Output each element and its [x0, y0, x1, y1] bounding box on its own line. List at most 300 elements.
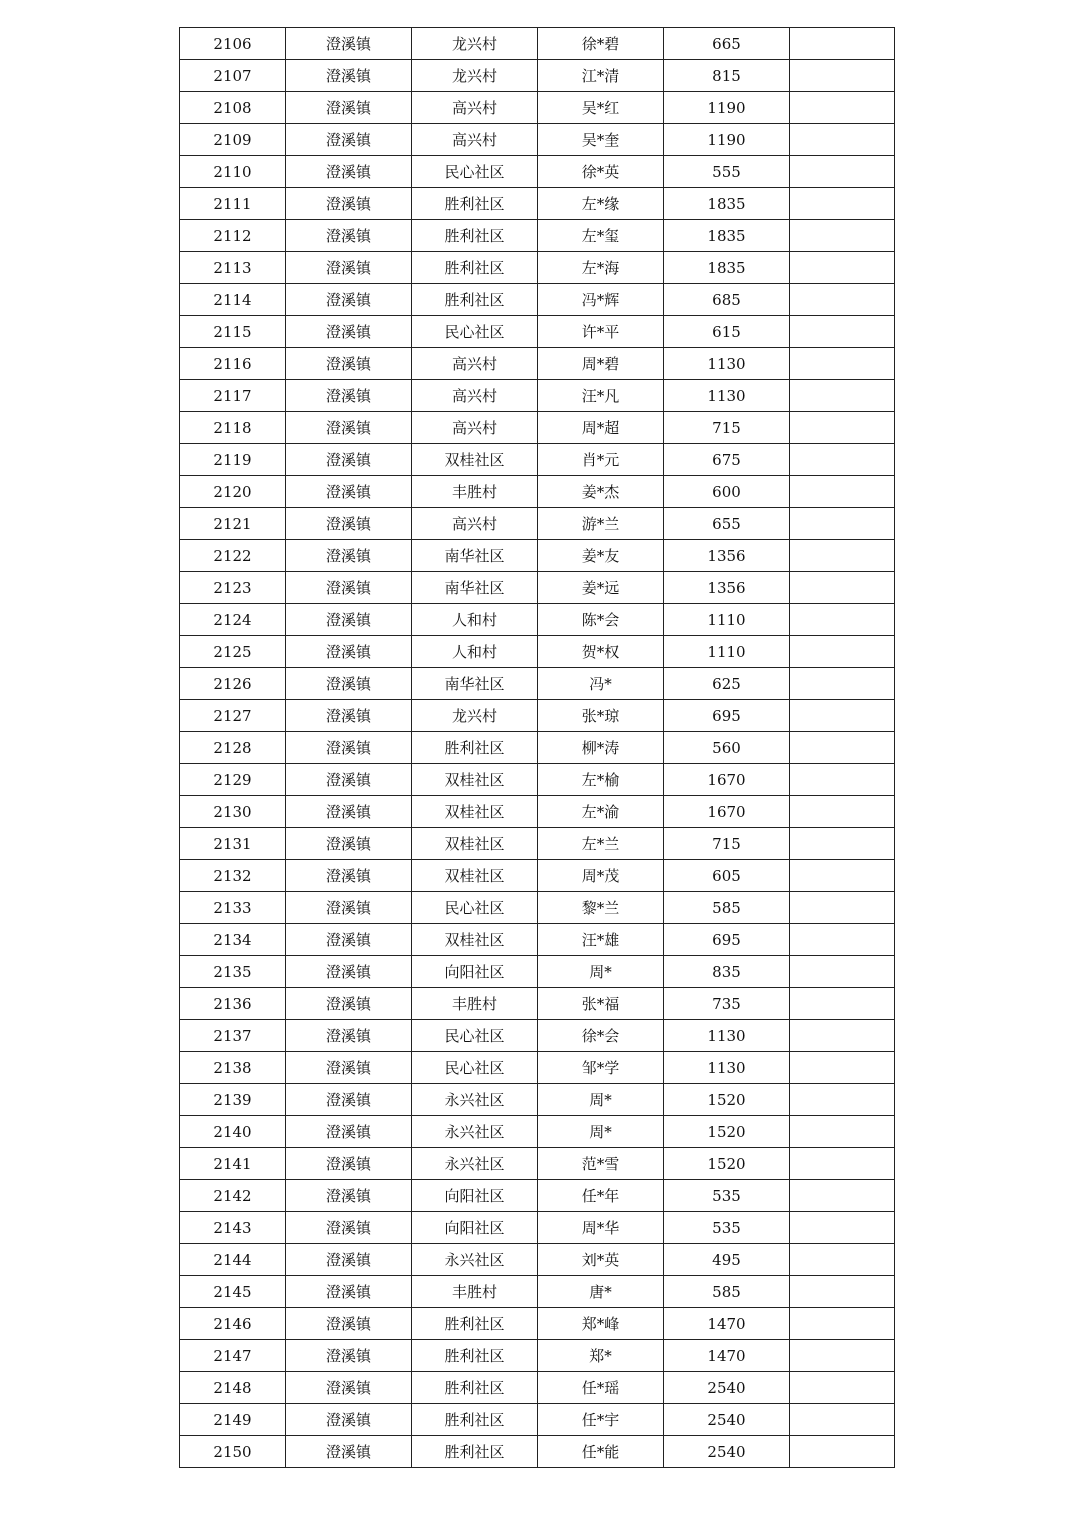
remarks-cell: [790, 188, 895, 220]
amount-cell: 1470: [664, 1308, 790, 1340]
name-cell: 邹*学: [538, 1052, 664, 1084]
village-cell: 高兴村: [412, 348, 538, 380]
serial-number-cell: 2144: [180, 1244, 286, 1276]
remarks-cell: [790, 1276, 895, 1308]
amount-cell: 625: [664, 668, 790, 700]
village-cell: 胜利社区: [412, 252, 538, 284]
serial-number-cell: 2142: [180, 1180, 286, 1212]
remarks-cell: [790, 124, 895, 156]
township-cell: 澄溪镇: [286, 828, 412, 860]
serial-number-cell: 2139: [180, 1084, 286, 1116]
amount-cell: 1130: [664, 348, 790, 380]
amount-cell: 1110: [664, 604, 790, 636]
village-cell: 南华社区: [412, 572, 538, 604]
amount-cell: 1835: [664, 220, 790, 252]
serial-number-cell: 2147: [180, 1340, 286, 1372]
amount-cell: 1520: [664, 1148, 790, 1180]
roster-table: [179, 27, 895, 1468]
name-cell: 郑*峰: [538, 1308, 664, 1340]
remarks-cell: [790, 540, 895, 572]
amount-cell: 735: [664, 988, 790, 1020]
serial-number-cell: 2117: [180, 380, 286, 412]
township-cell: 澄溪镇: [286, 604, 412, 636]
name-cell: 吴*红: [538, 92, 664, 124]
remarks-cell: [790, 1372, 895, 1404]
name-cell: 周*: [538, 1116, 664, 1148]
township-cell: 澄溪镇: [286, 668, 412, 700]
remarks-cell: [790, 700, 895, 732]
name-cell: 徐*碧: [538, 28, 664, 60]
table-row: [180, 1372, 895, 1404]
serial-number-cell: 2114: [180, 284, 286, 316]
remarks-cell: [790, 28, 895, 60]
township-cell: 澄溪镇: [286, 924, 412, 956]
township-cell: 澄溪镇: [286, 1340, 412, 1372]
serial-number-cell: 2119: [180, 444, 286, 476]
amount-cell: 1520: [664, 1116, 790, 1148]
village-cell: 人和村: [412, 636, 538, 668]
serial-number-cell: 2140: [180, 1116, 286, 1148]
township-cell: 澄溪镇: [286, 188, 412, 220]
township-cell: 澄溪镇: [286, 220, 412, 252]
name-cell: 姜*远: [538, 572, 664, 604]
amount-cell: 715: [664, 828, 790, 860]
amount-cell: 665: [664, 28, 790, 60]
table-row: [180, 1244, 895, 1276]
remarks-cell: [790, 764, 895, 796]
table-row: [180, 1276, 895, 1308]
remarks-cell: [790, 1404, 895, 1436]
serial-number-cell: 2129: [180, 764, 286, 796]
remarks-cell: [790, 636, 895, 668]
remarks-cell: [790, 988, 895, 1020]
table-row: [180, 1308, 895, 1340]
serial-number-cell: 2143: [180, 1212, 286, 1244]
remarks-cell: [790, 412, 895, 444]
name-cell: 左*榆: [538, 764, 664, 796]
village-cell: 高兴村: [412, 508, 538, 540]
remarks-cell: [790, 284, 895, 316]
name-cell: 张*福: [538, 988, 664, 1020]
table-row: [180, 380, 895, 412]
table-row: [180, 348, 895, 380]
township-cell: 澄溪镇: [286, 252, 412, 284]
name-cell: 刘*英: [538, 1244, 664, 1276]
table-row: [180, 828, 895, 860]
village-cell: 龙兴村: [412, 28, 538, 60]
remarks-cell: [790, 1244, 895, 1276]
name-cell: 周*碧: [538, 348, 664, 380]
serial-number-cell: 2122: [180, 540, 286, 572]
village-cell: 民心社区: [412, 1020, 538, 1052]
remarks-cell: [790, 924, 895, 956]
table-row: [180, 764, 895, 796]
serial-number-cell: 2111: [180, 188, 286, 220]
table-row: [180, 156, 895, 188]
amount-cell: 1190: [664, 124, 790, 156]
township-cell: 澄溪镇: [286, 1212, 412, 1244]
name-cell: 任*宇: [538, 1404, 664, 1436]
remarks-cell: [790, 828, 895, 860]
name-cell: 任*瑶: [538, 1372, 664, 1404]
township-cell: 澄溪镇: [286, 892, 412, 924]
township-cell: 澄溪镇: [286, 764, 412, 796]
village-cell: 民心社区: [412, 316, 538, 348]
amount-cell: 685: [664, 284, 790, 316]
table-row: [180, 732, 895, 764]
remarks-cell: [790, 348, 895, 380]
name-cell: 肖*元: [538, 444, 664, 476]
name-cell: 左*缘: [538, 188, 664, 220]
village-cell: 南华社区: [412, 668, 538, 700]
name-cell: 许*平: [538, 316, 664, 348]
name-cell: 周*华: [538, 1212, 664, 1244]
name-cell: 贺*权: [538, 636, 664, 668]
table-row: [180, 1436, 895, 1468]
remarks-cell: [790, 572, 895, 604]
remarks-cell: [790, 60, 895, 92]
table-row: [180, 1404, 895, 1436]
township-cell: 澄溪镇: [286, 28, 412, 60]
amount-cell: 815: [664, 60, 790, 92]
village-cell: 双桂社区: [412, 444, 538, 476]
village-cell: 龙兴村: [412, 700, 538, 732]
amount-cell: 695: [664, 700, 790, 732]
remarks-cell: [790, 1020, 895, 1052]
name-cell: 陈*会: [538, 604, 664, 636]
table-row: [180, 60, 895, 92]
serial-number-cell: 2133: [180, 892, 286, 924]
amount-cell: 655: [664, 508, 790, 540]
name-cell: 张*琼: [538, 700, 664, 732]
table-row: [180, 1020, 895, 1052]
name-cell: 左*渝: [538, 796, 664, 828]
serial-number-cell: 2130: [180, 796, 286, 828]
amount-cell: 675: [664, 444, 790, 476]
name-cell: 徐*会: [538, 1020, 664, 1052]
serial-number-cell: 2134: [180, 924, 286, 956]
table-row: [180, 988, 895, 1020]
table-row: [180, 860, 895, 892]
township-cell: 澄溪镇: [286, 1148, 412, 1180]
name-cell: 周*: [538, 956, 664, 988]
serial-number-cell: 2106: [180, 28, 286, 60]
name-cell: 汪*雄: [538, 924, 664, 956]
amount-cell: 835: [664, 956, 790, 988]
township-cell: 澄溪镇: [286, 956, 412, 988]
village-cell: 南华社区: [412, 540, 538, 572]
serial-number-cell: 2118: [180, 412, 286, 444]
township-cell: 澄溪镇: [286, 1020, 412, 1052]
remarks-cell: [790, 316, 895, 348]
remarks-cell: [790, 604, 895, 636]
serial-number-cell: 2132: [180, 860, 286, 892]
serial-number-cell: 2127: [180, 700, 286, 732]
village-cell: 双桂社区: [412, 796, 538, 828]
table-row: [180, 1340, 895, 1372]
table-row: [180, 1148, 895, 1180]
table-row: [180, 1116, 895, 1148]
amount-cell: 1670: [664, 764, 790, 796]
village-cell: 胜利社区: [412, 284, 538, 316]
roster-table-body: [180, 28, 895, 1468]
table-row: [180, 1052, 895, 1084]
table-row: [180, 252, 895, 284]
name-cell: 左*兰: [538, 828, 664, 860]
remarks-cell: [790, 732, 895, 764]
village-cell: 胜利社区: [412, 188, 538, 220]
remarks-cell: [790, 1436, 895, 1468]
township-cell: 澄溪镇: [286, 1180, 412, 1212]
amount-cell: 600: [664, 476, 790, 508]
township-cell: 澄溪镇: [286, 444, 412, 476]
table-row: [180, 476, 895, 508]
township-cell: 澄溪镇: [286, 380, 412, 412]
village-cell: 丰胜村: [412, 1276, 538, 1308]
serial-number-cell: 2141: [180, 1148, 286, 1180]
table-row: [180, 1212, 895, 1244]
amount-cell: 535: [664, 1212, 790, 1244]
serial-number-cell: 2145: [180, 1276, 286, 1308]
table-row: [180, 412, 895, 444]
serial-number-cell: 2109: [180, 124, 286, 156]
amount-cell: 615: [664, 316, 790, 348]
village-cell: 胜利社区: [412, 220, 538, 252]
table-row: [180, 508, 895, 540]
township-cell: 澄溪镇: [286, 540, 412, 572]
name-cell: 左*玺: [538, 220, 664, 252]
township-cell: 澄溪镇: [286, 572, 412, 604]
amount-cell: 585: [664, 892, 790, 924]
remarks-cell: [790, 444, 895, 476]
remarks-cell: [790, 892, 895, 924]
serial-number-cell: 2137: [180, 1020, 286, 1052]
name-cell: 任*年: [538, 1180, 664, 1212]
village-cell: 龙兴村: [412, 60, 538, 92]
amount-cell: 560: [664, 732, 790, 764]
township-cell: 澄溪镇: [286, 860, 412, 892]
township-cell: 澄溪镇: [286, 476, 412, 508]
serial-number-cell: 2124: [180, 604, 286, 636]
table-row: [180, 636, 895, 668]
name-cell: 冯*: [538, 668, 664, 700]
name-cell: 任*能: [538, 1436, 664, 1468]
township-cell: 澄溪镇: [286, 124, 412, 156]
township-cell: 澄溪镇: [286, 796, 412, 828]
village-cell: 永兴社区: [412, 1116, 538, 1148]
village-cell: 胜利社区: [412, 1340, 538, 1372]
township-cell: 澄溪镇: [286, 348, 412, 380]
remarks-cell: [790, 508, 895, 540]
remarks-cell: [790, 956, 895, 988]
amount-cell: 1356: [664, 572, 790, 604]
remarks-cell: [790, 1116, 895, 1148]
table-row: [180, 892, 895, 924]
township-cell: 澄溪镇: [286, 92, 412, 124]
amount-cell: 2540: [664, 1436, 790, 1468]
village-cell: 胜利社区: [412, 732, 538, 764]
village-cell: 向阳社区: [412, 1180, 538, 1212]
remarks-cell: [790, 1308, 895, 1340]
table-row: [180, 700, 895, 732]
village-cell: 高兴村: [412, 92, 538, 124]
name-cell: 游*兰: [538, 508, 664, 540]
table-row: [180, 444, 895, 476]
table-row: [180, 1180, 895, 1212]
name-cell: 周*茂: [538, 860, 664, 892]
serial-number-cell: 2125: [180, 636, 286, 668]
village-cell: 胜利社区: [412, 1404, 538, 1436]
township-cell: 澄溪镇: [286, 636, 412, 668]
amount-cell: 1130: [664, 1052, 790, 1084]
serial-number-cell: 2138: [180, 1052, 286, 1084]
name-cell: 周*超: [538, 412, 664, 444]
table-row: [180, 796, 895, 828]
remarks-cell: [790, 1148, 895, 1180]
remarks-cell: [790, 1052, 895, 1084]
name-cell: 江*清: [538, 60, 664, 92]
serial-number-cell: 2123: [180, 572, 286, 604]
serial-number-cell: 2146: [180, 1308, 286, 1340]
remarks-cell: [790, 1084, 895, 1116]
remarks-cell: [790, 860, 895, 892]
amount-cell: 1670: [664, 796, 790, 828]
township-cell: 澄溪镇: [286, 732, 412, 764]
township-cell: 澄溪镇: [286, 284, 412, 316]
amount-cell: 555: [664, 156, 790, 188]
village-cell: 胜利社区: [412, 1436, 538, 1468]
table-row: [180, 956, 895, 988]
name-cell: 汪*凡: [538, 380, 664, 412]
township-cell: 澄溪镇: [286, 1116, 412, 1148]
serial-number-cell: 2128: [180, 732, 286, 764]
amount-cell: 1470: [664, 1340, 790, 1372]
village-cell: 双桂社区: [412, 764, 538, 796]
amount-cell: 1520: [664, 1084, 790, 1116]
table-row: [180, 188, 895, 220]
name-cell: 左*海: [538, 252, 664, 284]
amount-cell: 1356: [664, 540, 790, 572]
serial-number-cell: 2120: [180, 476, 286, 508]
name-cell: 周*: [538, 1084, 664, 1116]
remarks-cell: [790, 796, 895, 828]
village-cell: 民心社区: [412, 156, 538, 188]
remarks-cell: [790, 1180, 895, 1212]
remarks-cell: [790, 92, 895, 124]
remarks-cell: [790, 380, 895, 412]
amount-cell: 2540: [664, 1404, 790, 1436]
amount-cell: 535: [664, 1180, 790, 1212]
serial-number-cell: 2131: [180, 828, 286, 860]
amount-cell: 605: [664, 860, 790, 892]
village-cell: 胜利社区: [412, 1308, 538, 1340]
amount-cell: 495: [664, 1244, 790, 1276]
name-cell: 冯*辉: [538, 284, 664, 316]
township-cell: 澄溪镇: [286, 1244, 412, 1276]
amount-cell: 585: [664, 1276, 790, 1308]
remarks-cell: [790, 252, 895, 284]
table-row: [180, 924, 895, 956]
name-cell: 姜*杰: [538, 476, 664, 508]
remarks-cell: [790, 220, 895, 252]
village-cell: 双桂社区: [412, 860, 538, 892]
village-cell: 永兴社区: [412, 1148, 538, 1180]
serial-number-cell: 2115: [180, 316, 286, 348]
township-cell: 澄溪镇: [286, 316, 412, 348]
table-row: [180, 668, 895, 700]
township-cell: 澄溪镇: [286, 1436, 412, 1468]
village-cell: 民心社区: [412, 1052, 538, 1084]
serial-number-cell: 2113: [180, 252, 286, 284]
village-cell: 双桂社区: [412, 828, 538, 860]
serial-number-cell: 2126: [180, 668, 286, 700]
name-cell: 徐*英: [538, 156, 664, 188]
serial-number-cell: 2110: [180, 156, 286, 188]
name-cell: 范*雪: [538, 1148, 664, 1180]
serial-number-cell: 2108: [180, 92, 286, 124]
village-cell: 高兴村: [412, 412, 538, 444]
table-row: [180, 124, 895, 156]
township-cell: 澄溪镇: [286, 156, 412, 188]
remarks-cell: [790, 1340, 895, 1372]
remarks-cell: [790, 156, 895, 188]
serial-number-cell: 2148: [180, 1372, 286, 1404]
village-cell: 人和村: [412, 604, 538, 636]
remarks-cell: [790, 1212, 895, 1244]
village-cell: 高兴村: [412, 124, 538, 156]
serial-number-cell: 2136: [180, 988, 286, 1020]
township-cell: 澄溪镇: [286, 1404, 412, 1436]
remarks-cell: [790, 476, 895, 508]
village-cell: 双桂社区: [412, 924, 538, 956]
table-row: [180, 604, 895, 636]
amount-cell: 1130: [664, 380, 790, 412]
table-row: [180, 316, 895, 348]
township-cell: 澄溪镇: [286, 1084, 412, 1116]
name-cell: 柳*涛: [538, 732, 664, 764]
village-cell: 永兴社区: [412, 1244, 538, 1276]
village-cell: 向阳社区: [412, 1212, 538, 1244]
serial-number-cell: 2121: [180, 508, 286, 540]
township-cell: 澄溪镇: [286, 1372, 412, 1404]
village-cell: 丰胜村: [412, 988, 538, 1020]
amount-cell: 1835: [664, 252, 790, 284]
table-row: [180, 28, 895, 60]
amount-cell: 1835: [664, 188, 790, 220]
amount-cell: 715: [664, 412, 790, 444]
name-cell: 郑*: [538, 1340, 664, 1372]
village-cell: 胜利社区: [412, 1372, 538, 1404]
village-cell: 高兴村: [412, 380, 538, 412]
village-cell: 向阳社区: [412, 956, 538, 988]
township-cell: 澄溪镇: [286, 508, 412, 540]
table-row: [180, 540, 895, 572]
name-cell: 黎*兰: [538, 892, 664, 924]
serial-number-cell: 2116: [180, 348, 286, 380]
township-cell: 澄溪镇: [286, 700, 412, 732]
serial-number-cell: 2149: [180, 1404, 286, 1436]
table-row: [180, 572, 895, 604]
township-cell: 澄溪镇: [286, 60, 412, 92]
township-cell: 澄溪镇: [286, 1052, 412, 1084]
village-cell: 永兴社区: [412, 1084, 538, 1116]
township-cell: 澄溪镇: [286, 1308, 412, 1340]
serial-number-cell: 2135: [180, 956, 286, 988]
amount-cell: 1110: [664, 636, 790, 668]
amount-cell: 695: [664, 924, 790, 956]
amount-cell: 2540: [664, 1372, 790, 1404]
name-cell: 吴*奎: [538, 124, 664, 156]
